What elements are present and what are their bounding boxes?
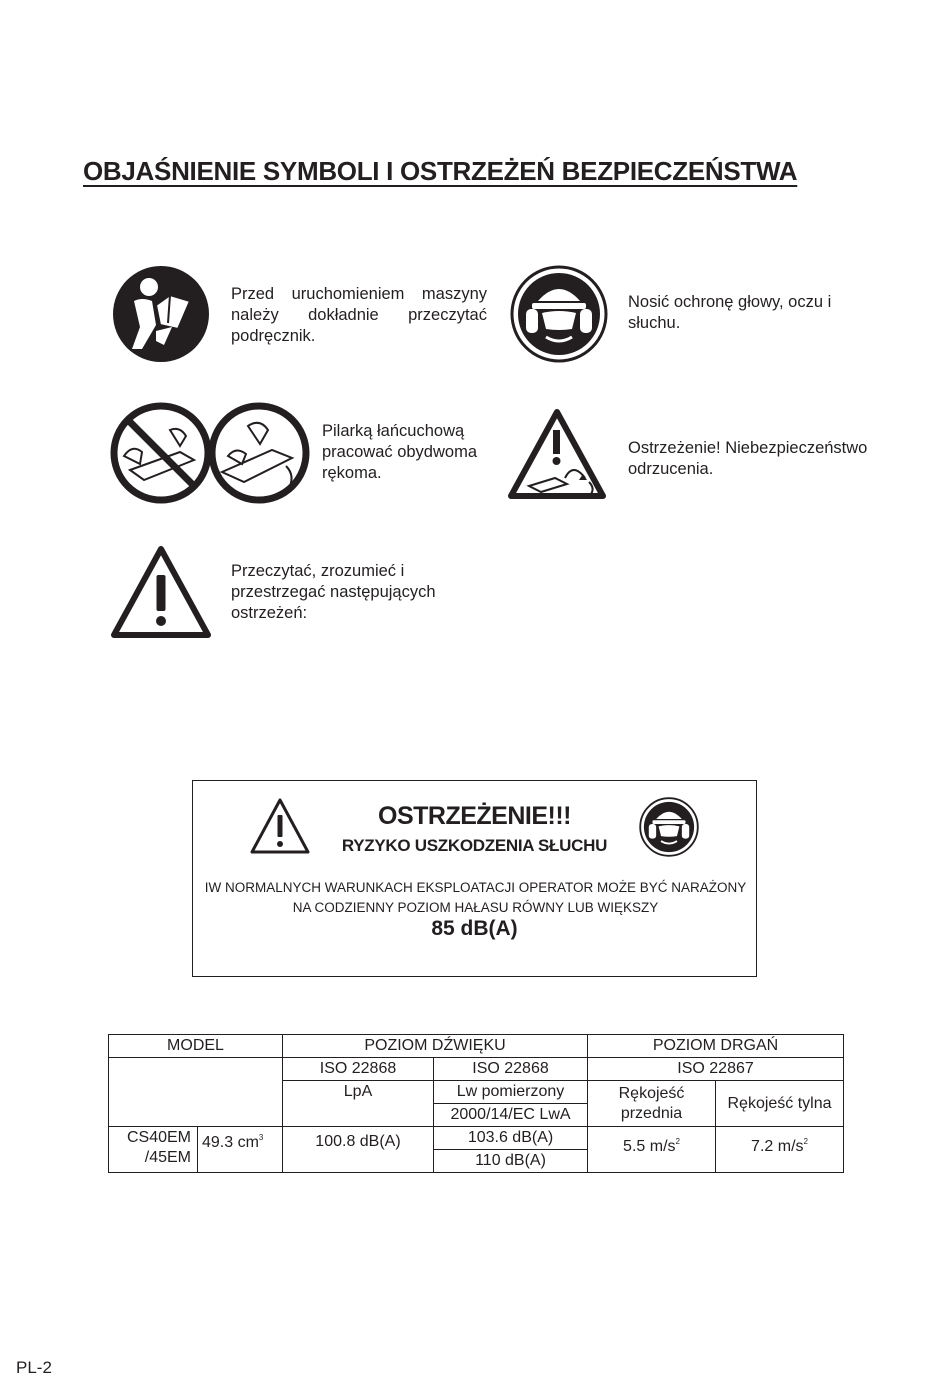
symbol-text-kickback: Ostrzeżenie! Niebezpieczeństwo odrzucenia. (628, 439, 868, 478)
symbol-text-read-warnings: Przeczytać, zrozumieć i przestrzegać następujących ostrzeżeń: (231, 562, 436, 622)
head-eye-ear-protection-icon (639, 797, 699, 857)
warning-title: OSTRZEŻENIE!!! (378, 802, 571, 830)
warning-noise-level: 85 dB(A) (431, 917, 518, 940)
header-model: MODEL (109, 1035, 283, 1058)
displacement: 49.3 $cm^3$ (198, 1127, 283, 1173)
read-manual-icon (112, 265, 210, 363)
front-handle-label: Rękojeść przednia (588, 1081, 716, 1127)
lpa-value: 100.8 dB(A) (283, 1127, 434, 1173)
kickback-warning-icon (507, 408, 607, 500)
lw-measured-label: Lw pomierzony (434, 1081, 588, 1104)
front-handle-value: 5.5 $m/s^2$ (588, 1127, 716, 1173)
header-sound-level: POZIOM DŹWIĘKU (283, 1035, 588, 1058)
rear-handle-label: Rękojeść tylna (716, 1081, 844, 1127)
lwa-value: 110 dB(A) (434, 1150, 588, 1173)
warning-triangle-icon (110, 545, 212, 639)
iso-lwa: ISO 22868 (434, 1058, 588, 1081)
symbol-text-two-hands: Pilarką łańcuchową pracować obydwoma rękoma. (322, 422, 477, 482)
lwa-directive-label: 2000/14/EC LwA (434, 1104, 588, 1127)
warning-subtitle: RYZYKO USZKODZENIA SŁUCHU (341, 836, 608, 855)
page-number: PL-2 (16, 1358, 52, 1377)
symbol-text-protection: Nosić ochronę głowy, oczu i słuchu. (628, 293, 832, 332)
empty-cell (109, 1058, 283, 1127)
spec-table (108, 1034, 844, 1173)
two-hand-operation-icon (110, 400, 310, 506)
head-eye-ear-protection-icon (510, 265, 608, 363)
hearing-warning-box (192, 780, 757, 977)
table-row (109, 1058, 844, 1081)
warning-body: IW NORMALNYCH WARUNKACH EKSPLOATACJI OPERATOR MOŻE BYĆ NARAŻONY NA CODZIENNY POZIOM HAŁASU RÓWNY LUB WIĘKSZY (204, 880, 747, 915)
table-row (109, 1127, 844, 1150)
header-vibration-level: POZIOM DRGAŃ (588, 1035, 844, 1058)
iso-vibration: ISO 22867 (588, 1058, 844, 1081)
rear-handle-value: 7.2 $m/s^2$ (716, 1127, 844, 1173)
model-name: CS40EM /45EM (109, 1127, 198, 1173)
symbol-text-read-manual: Przed uruchomieniem maszyny należy dokładnie przeczytać podręcznik. (231, 285, 487, 345)
iso-lpa: ISO 22868 (283, 1058, 434, 1081)
lpa-label: LpA (283, 1081, 434, 1127)
table-row (109, 1035, 844, 1058)
lw-measured-value: 103.6 dB(A) (434, 1127, 588, 1150)
page-title: OBJAŚNIENIE SYMBOLI I OSTRZEŻEŃ BEZPIECZEŃSTWA (83, 156, 798, 186)
